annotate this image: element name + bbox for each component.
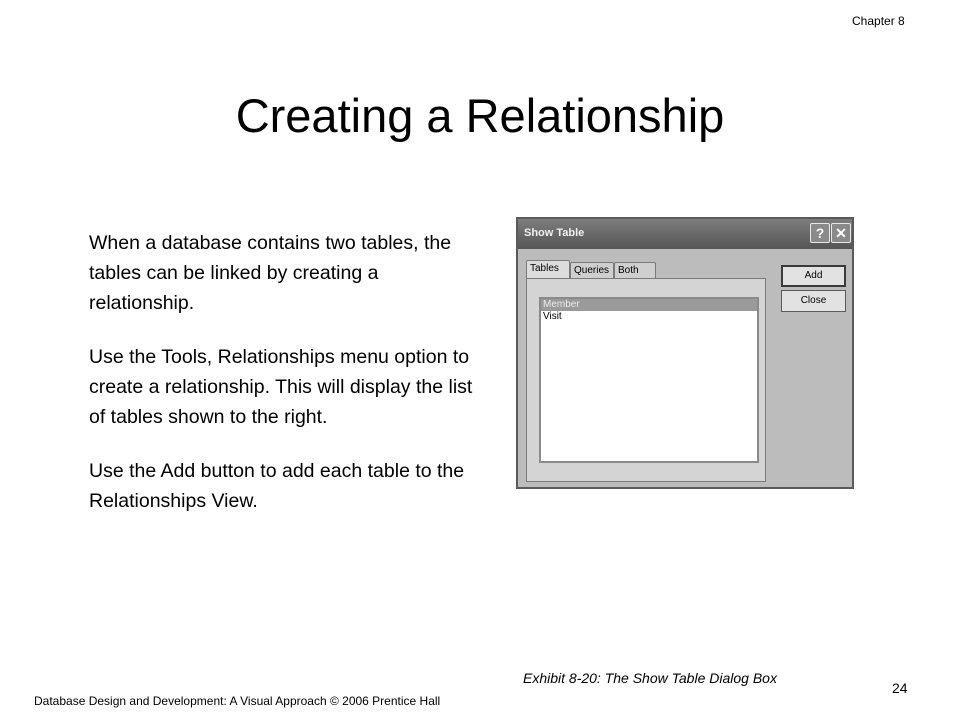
show-table-dialog [516,217,854,489]
add-button[interactable]: Add [781,265,846,287]
list-item-member[interactable]: Member [541,299,757,311]
dialog-titlebar[interactable] [518,219,852,249]
paragraph-1: When a database contains two tables, the tables can be linked by creating a relationship. [89,232,452,314]
tab-queries[interactable]: Queries [570,262,614,279]
tab-tables[interactable]: Tables [526,260,570,279]
list-item-visit[interactable]: Visit [543,311,562,322]
help-icon[interactable]: ? [810,223,830,243]
footer-text: Database Design and Development: A Visual Approach © 2006 Prentice Hall [34,694,441,708]
page-number: 24 [892,680,908,696]
tables-tab-panel [526,278,766,482]
paragraph-2: Use the Tools, Relationships menu option to create a relationship. This will display the list of tables shown to the right. [89,346,473,428]
close-button[interactable]: Close [781,290,846,312]
tab-both[interactable]: Both [614,262,656,279]
close-icon[interactable]: ✕ [831,223,851,243]
table-list[interactable] [539,297,759,463]
body-text [89,228,479,540]
chapter-label: Chapter 8 [852,14,905,28]
exhibit-caption: Exhibit 8-20: The Show Table Dialog Box [523,670,777,686]
paragraph-3: Use the Add button to add each table to the Relationships View. [89,460,465,512]
dialog-title: Show Table [524,227,585,239]
slide-title: Creating a Relationship [235,89,725,142]
